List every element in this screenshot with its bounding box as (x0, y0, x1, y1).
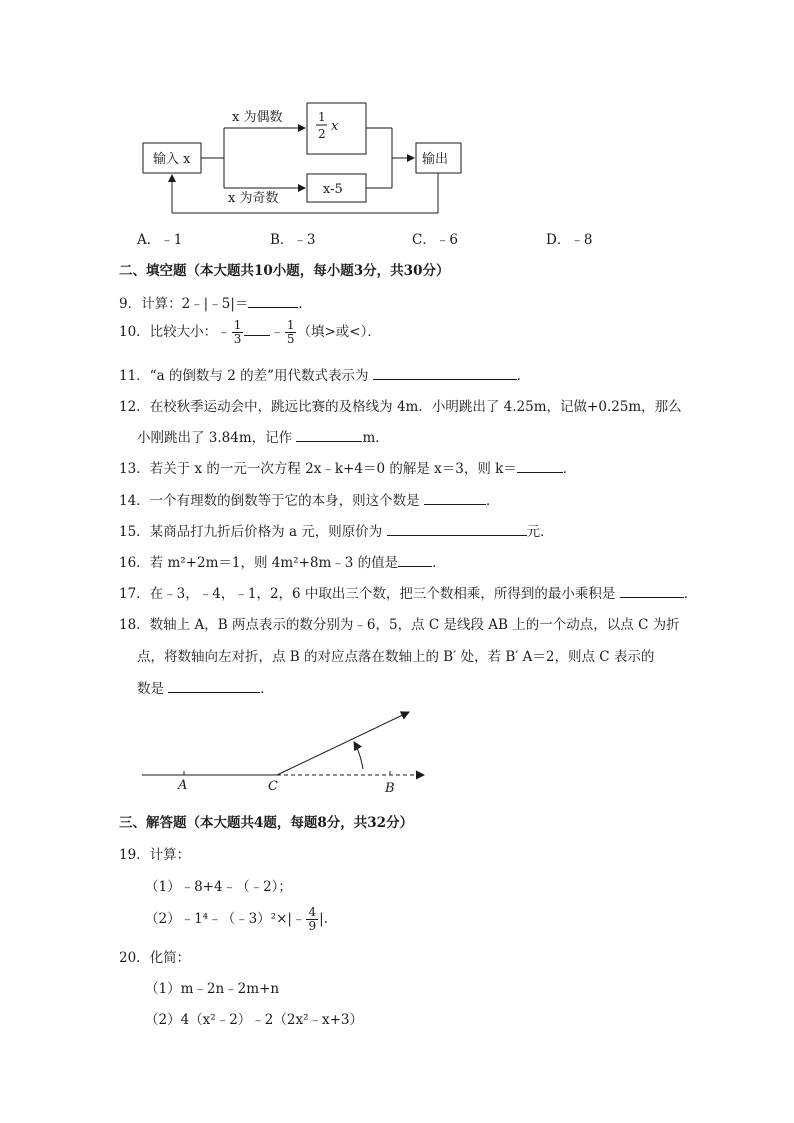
question-11: 11．“a 的倒数与 2 的差”用代数式表示为 ． (119, 364, 530, 384)
question-17: 17．在﹣3，﹣4，﹣1，2，6 中取出三个数，把三个数相乘，所得到的最小乘积是 ． (119, 582, 697, 602)
input-label: 输入 x (153, 152, 191, 167)
question-18-line3: 数是 ． (137, 677, 274, 697)
question-20-part2: （2）4（x²﹣2）﹣2（2x²﹣x+3） (145, 1012, 364, 1028)
question-19-title: 19．计算： (119, 847, 191, 863)
question-18-line2: 点，将数轴向左对折，点 B 的对应点落在数轴上的 B′ 处，若 B′ A＝2，则点 C 表示的 (137, 649, 655, 665)
question-20-part1: （1）m﹣2n﹣2m+n (145, 981, 280, 997)
output-label: 输出 (422, 152, 449, 167)
minus-label: x-5 (323, 182, 343, 197)
question-19-part2: （2）﹣1⁴﹣（﹣3）²×|﹣ $\frac{4}{9}$ |. (145, 905, 328, 933)
half-denominator: 2 (318, 127, 326, 141)
half-var: x (331, 119, 339, 134)
flowchart-diagram (0, 0, 794, 260)
point-b-label: B (385, 781, 395, 796)
section2-title: 二、填空题（本大题共10小题，每小题3分，共30分） (119, 263, 450, 279)
half-numerator: 1 (318, 110, 326, 124)
option-d: D．﹣8 (546, 232, 593, 248)
odd-label: x 为奇数 (228, 191, 279, 206)
question-19-part1: （1）﹣8+4﹣（﹣2）； (145, 879, 292, 895)
question-18-line1: 18．数轴上 A，B 两点表示的数分别为﹣6，5，点 C 是线段 AB 上的一个动点，以点 C 为折 (119, 617, 680, 633)
option-c: C．﹣6 (412, 232, 458, 248)
option-a: A．﹣1 (137, 232, 183, 248)
question-16: 16．若 m²+2m＝1，则 4m²+8m﹣3 的值是 ． (119, 551, 446, 571)
question-14: 14．一个有理数的倒数等于它的本身，则这个数是 ． (119, 489, 499, 509)
question-15: 15．某商品打九折后价格为 a 元，则原价为 元． (119, 520, 554, 540)
even-label: x 为偶数 (232, 110, 283, 125)
question-13: 13．若关于 x 的一元一次方程 2x﹣k+4＝0 的解是 x＝3，则 k＝ ． (119, 457, 576, 477)
section3-title: 三、解答题（本大题共4题，每题8分，共32分） (119, 815, 414, 831)
point-a-label: A (178, 778, 188, 793)
question-12-line1: 12．在校秋季运动会中，跳远比赛的及格线为 4m．小明跳出了 4.25m，记做+0.25m，那么 (119, 399, 682, 415)
question-9: 9．计算：2﹣|﹣5|＝ ． (119, 292, 312, 312)
question-12-line2: 小刚跳出了 3.84m，记作 m． (137, 426, 389, 446)
question-10: 10．比较大小：﹣ $\frac{1}{3}$ ﹣ $\frac{1}{5}$ （填>或<）． (119, 318, 381, 346)
option-b: B．﹣3 (270, 232, 316, 248)
point-c-label: C (268, 779, 278, 794)
question-20-title: 20．化简： (119, 950, 191, 966)
numberline-figure (0, 700, 794, 800)
